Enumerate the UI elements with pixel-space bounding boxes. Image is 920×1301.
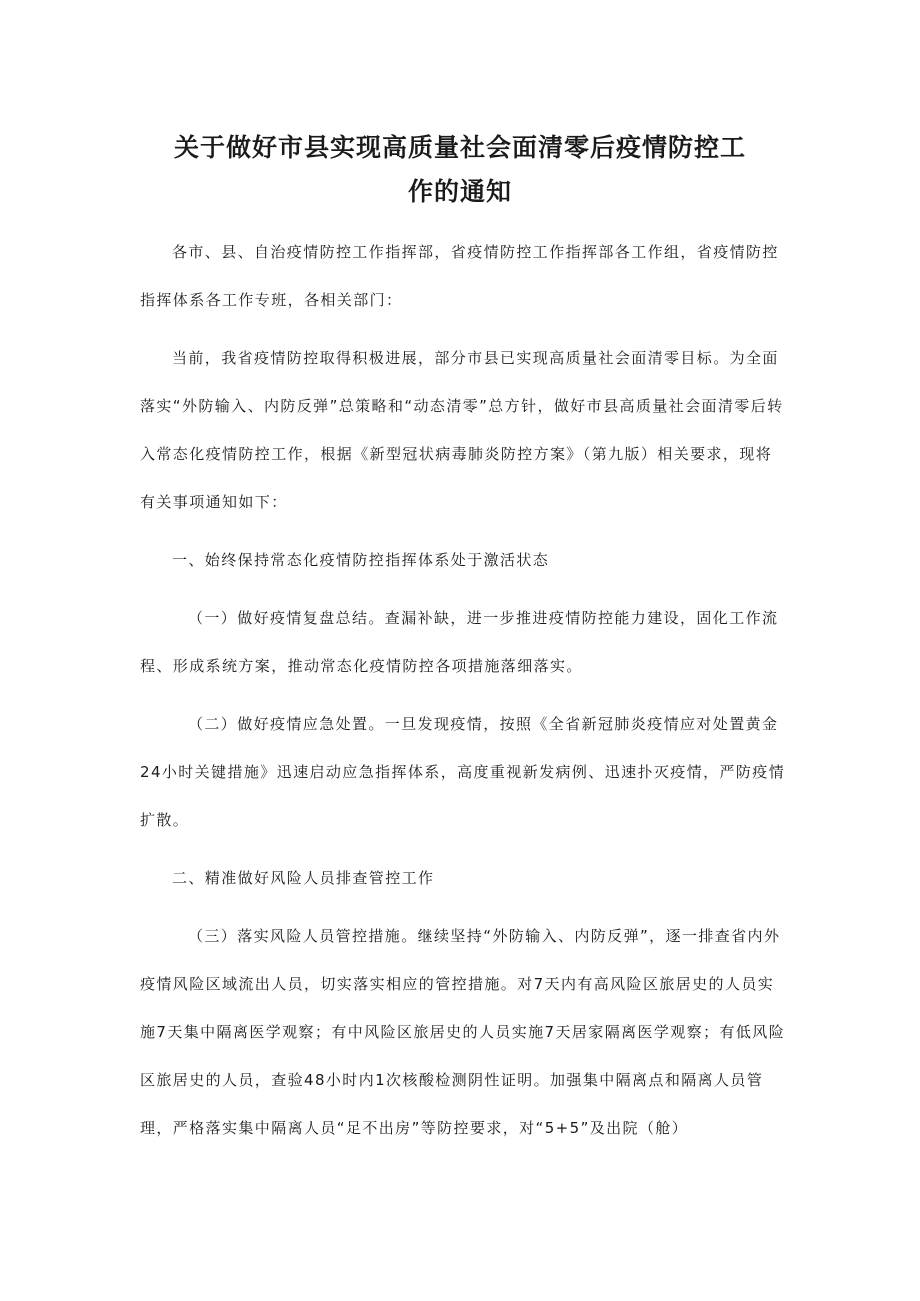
salutation-paragraph: 各市、县、自治疫情防控工作指挥部，省疫情防控工作指挥部各工作组，省疫情防控指挥体系各工作专班，各相关部门： bbox=[140, 243, 779, 309]
item-paragraph-1: （一）做好疫情复盘总结。查漏补缺，进一步推进疫情防控能力建设，固化工作流程、形成系统方案，推动常态化疫情防控各项措施落细落实。 bbox=[140, 609, 779, 675]
document-title-line-2: 作的通知 bbox=[407, 177, 512, 206]
section-heading-1: 一、始终保持常态化疫情防控指挥体系处于激活状态 bbox=[172, 551, 550, 569]
document-body bbox=[140, 228, 788, 1152]
section-heading-2: 二、精准做好风险人员排查管控工作 bbox=[172, 869, 435, 887]
item-paragraph-2: （二）做好疫情应急处置。一旦发现疫情，按照《全省新冠肺炎疫情应对处置黄金24小时关键措施》迅速启动应急指挥体系，高度重视新发病例、迅速扑灭疫情，严防疫情扩散。 bbox=[140, 715, 786, 829]
document-title-line-1: 关于做好市县实现高质量社会面清零后疫情防控工 bbox=[173, 133, 746, 162]
item-paragraph-3: （三）落实风险人员管控措施。继续坚持“外防输入、内防反弹”，逐一排查省内外疫情风险区域流出人员，切实落实相应的管控措施。对7天内有高风险区旅居史的人员实施7天集中隔离医学观察；有中风险区旅居史的人员实施7天居家隔离医学观察；有低风险区旅居史的人员，查验48小时内1次核酸检测阴性证明。加强集中隔离点和隔离人员管理，严格落实集中隔离人员“足不出房”等防控要求，对“5+5”及出院（舱） bbox=[140, 927, 786, 1137]
intro-paragraph: 当前，我省疫情防控取得积极进展，部分市县已实现高质量社会面清零目标。为全面落实“外防输入、内防反弹”总策略和“动态清零”总方针，做好市县高质量社会面清零后转入常态化疫情防控工作，根据《新型冠状病毒肺炎防控方案》（第九版）相关要求，现将有关事项通知如下： bbox=[140, 349, 784, 511]
